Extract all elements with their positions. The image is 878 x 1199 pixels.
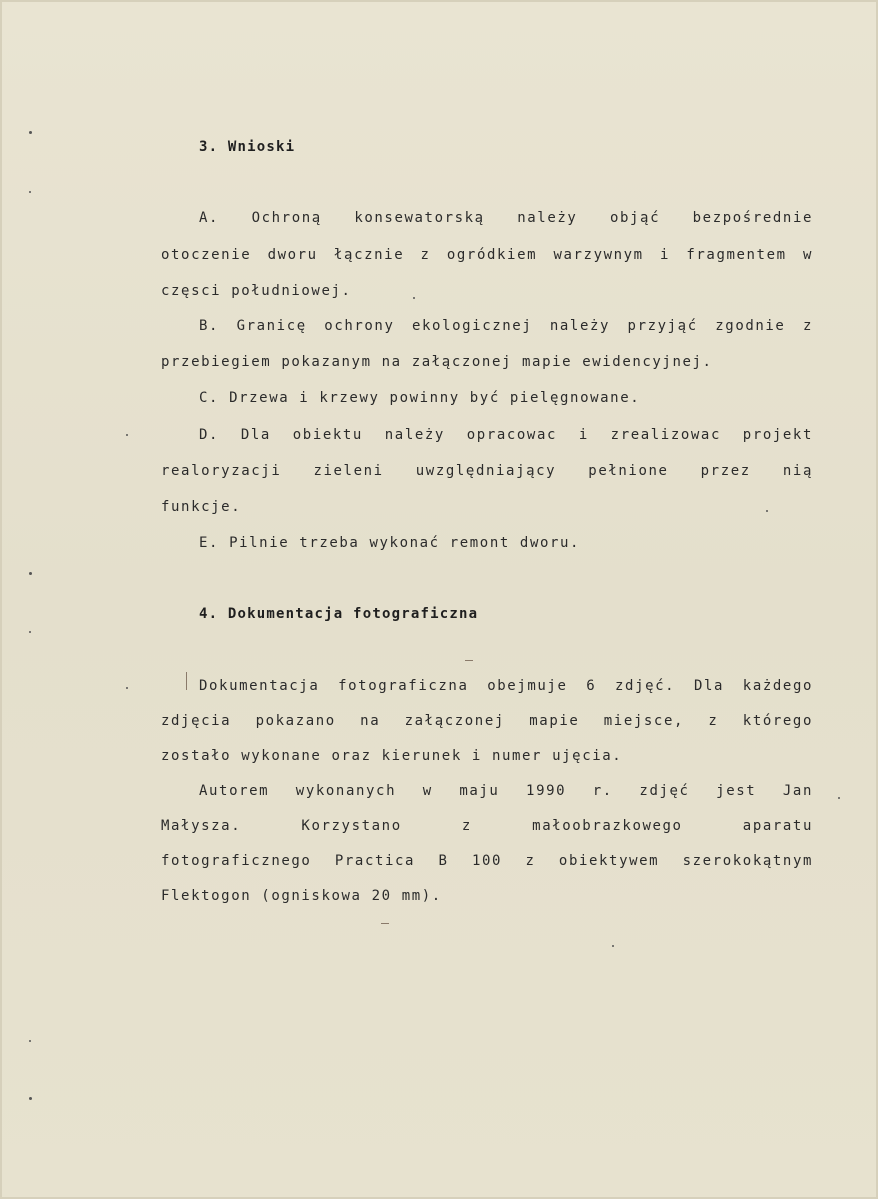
photo-paragraph-1-line-1: Dokumentacja fotograficzna obejmuje 6 zdjęć. Dla każdego [199, 678, 813, 694]
scan-mark [465, 660, 473, 661]
scan-speck [612, 945, 614, 947]
scan-speck [29, 191, 31, 193]
scan-speck [29, 1097, 32, 1100]
scan-speck [29, 1040, 31, 1042]
section-4-title: 4. Dokumentacja fotograficzna [199, 606, 479, 622]
photo-paragraph-2-line-1: Autorem wykonanych w maju 1990 r. zdjęć jest Jan [199, 783, 813, 799]
paragraph-e: E. Pilnie trzeba wykonać remont dworu. [199, 535, 581, 551]
paragraph-d-line-1: D. Dla obiektu należy opracowac i zrealizowac projekt [199, 427, 813, 443]
photo-paragraph-2-line-3: fotograficznego Practica B 100 z obiektywem szerokokątnym [161, 853, 813, 869]
paragraph-a-line-2: otoczenie dworu łącznie z ogródkiem warzywnym i fragmentem w [161, 247, 813, 263]
photo-paragraph-2-line-2: Małysza. Korzystano z małoobrazkowego aparatu [161, 818, 813, 834]
photo-paragraph-2-line-4: Flektogon (ogniskowa 20 mm). [161, 888, 442, 904]
scan-speck [29, 572, 32, 575]
scan-speck [126, 434, 128, 436]
scan-speck [838, 797, 840, 799]
scan-speck [766, 510, 768, 512]
scan-speck [413, 297, 415, 299]
paragraph-a-line-1: A. Ochroną konsewatorską należy objąć bezpośrednie [199, 210, 813, 226]
paragraph-d-line-2: realoryzacji zieleni uwzględniający pełnione przez nią [161, 463, 813, 479]
paragraph-a-line-3: częsci południowej. [161, 283, 352, 299]
scan-mark [381, 923, 389, 924]
scan-mark [186, 672, 187, 690]
section-3-title: 3. Wnioski [199, 139, 296, 155]
scan-speck [29, 131, 32, 134]
paragraph-b-line-2: przebiegiem pokazanym na załączonej mapie ewidencyjnej. [161, 354, 713, 370]
paragraph-c: C. Drzewa i krzewy powinny być pielęgnowane. [199, 390, 641, 406]
scan-speck [29, 631, 31, 633]
paragraph-d-line-3: funkcje. [161, 499, 242, 515]
paragraph-b-line-1: B. Granicę ochrony ekologicznej należy przyjąć zgodnie z [199, 318, 813, 334]
scan-speck [126, 687, 128, 689]
photo-paragraph-1-line-3: zostało wykonane oraz kierunek i numer ujęcia. [161, 748, 623, 764]
photo-paragraph-1-line-2: zdjęcia pokazano na załączonej mapie miejsce, z którego [161, 713, 813, 729]
